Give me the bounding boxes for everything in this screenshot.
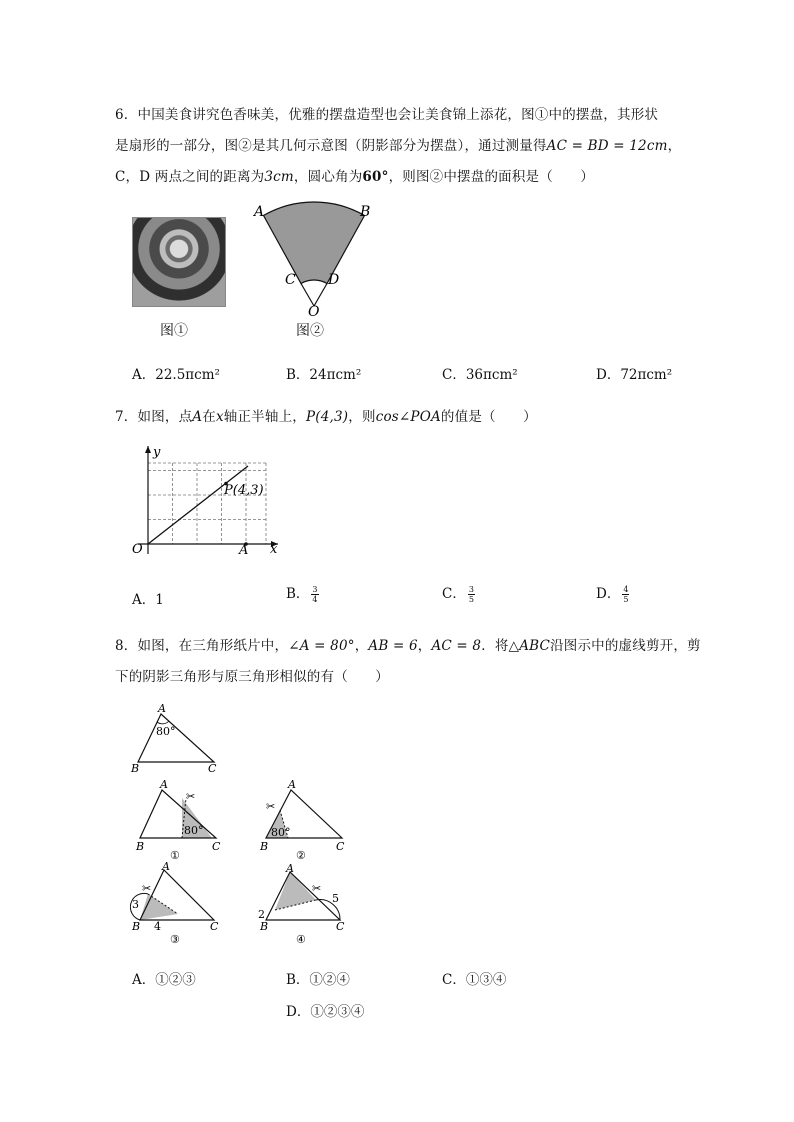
q7-point-p: P(4,3) <box>305 409 349 425</box>
q8-option-d[interactable]: D．①②③④ <box>286 1004 365 1020</box>
q7-option-d[interactable] <box>596 582 629 604</box>
label-o: O <box>132 542 143 557</box>
label-D: D <box>328 272 340 288</box>
fig4-label-b: B <box>260 920 269 933</box>
cut-figure-2 <box>256 778 356 860</box>
q6-line-3 <box>115 165 594 185</box>
q6-option-a[interactable]: A．22.5πcm² <box>132 367 220 383</box>
y-axis-arrow <box>145 446 151 453</box>
q6-line-2-end: ， <box>667 138 682 154</box>
q8-option-b[interactable]: B．①②④ <box>286 972 350 988</box>
q8-text-b: ， <box>354 638 369 654</box>
q7-text-e: 的值是（ ） <box>440 409 537 425</box>
label-y: y <box>153 445 161 460</box>
cut-figure-3 <box>130 862 230 948</box>
q7-text-a: 7．如图，点 <box>115 409 193 425</box>
q7-option-d-prefix: D． <box>596 586 621 602</box>
cut-figure-4 <box>256 862 356 948</box>
fig3-label-b: B <box>132 920 141 933</box>
label-O: O <box>308 304 320 318</box>
fig1-label-angle: 80° <box>184 824 204 837</box>
fig1-label-b: B <box>136 840 145 853</box>
q8-ac: AC = 8 <box>431 638 482 654</box>
q6-option-c[interactable]: C．36πcm² <box>442 367 518 383</box>
sector-diagram <box>248 198 378 318</box>
q8-text-c: ， <box>417 638 432 654</box>
label-angle: 80° <box>156 725 176 738</box>
q6-measure: AC = BD = 12cm <box>546 138 668 154</box>
grid-lines <box>148 463 266 544</box>
q6-line-2-text: 是扇形的一部分，图②是其几何示意图（阴影部分为摆盘），通过测量得 <box>115 138 547 154</box>
label-c: C <box>208 762 217 775</box>
label-B: B <box>360 204 371 220</box>
food-plate-photo <box>132 217 226 307</box>
scissors-icon-3: ✂ <box>142 882 152 895</box>
q7-option-b-prefix: B． <box>286 586 310 602</box>
sector-edge-left <box>301 284 314 307</box>
fig3-label-3: 3 <box>132 898 139 911</box>
q8-angle-a: ∠A = 80° <box>288 638 355 654</box>
fig1-caption: ① <box>170 849 180 860</box>
q8-text-a: 8．如图，在三角形纸片中， <box>115 638 289 654</box>
q6-line-1: 6．中国美食讲究色香味美，优雅的摆盘造型也会让美食锦上添花，图①中的摆盘，其形状 <box>115 107 659 123</box>
q6-line-2 <box>115 134 681 154</box>
fig2-label-b: B <box>260 840 269 853</box>
q8-line-1 <box>115 634 701 654</box>
q7-text-c: 轴正半轴上， <box>223 409 306 425</box>
q7-text-b: 在 <box>202 409 216 425</box>
q7-option-c-prefix: C． <box>442 586 466 602</box>
label-C: C <box>285 272 296 288</box>
q7-option-c-fraction: $\frac{3}{5}$ <box>468 585 474 604</box>
q7-option-b-fraction: $\frac{3}{4}$ <box>312 585 318 604</box>
q8-line-2: 下的阴影三角形与原三角形相似的有（ ） <box>115 669 389 685</box>
original-triangle <box>128 700 228 776</box>
scissors-icon-1: ✂ <box>186 790 196 803</box>
fig2-label-angle: 80° <box>271 826 291 839</box>
q7-point-a: A <box>192 409 203 425</box>
scissors-icon-4: ✂ <box>312 882 322 895</box>
fig1-label-c: C <box>212 840 221 853</box>
q8-option-c[interactable]: C．①③④ <box>442 972 507 988</box>
fig4-caption: ④ <box>296 933 306 946</box>
q7-cos: cos∠POA <box>375 409 441 425</box>
q6-fig1-caption: 图① <box>160 323 188 339</box>
fig4-label-5: 5 <box>332 892 339 905</box>
label-a: A <box>158 702 166 715</box>
fig3-label-a: A <box>162 862 170 873</box>
q7-option-b[interactable] <box>286 582 319 604</box>
fig4-label-a: A <box>286 862 294 875</box>
q6-line-3-end: ，则图②中摆盘的面积是（ ） <box>388 169 595 185</box>
fig3-label-4: 4 <box>154 920 161 933</box>
fig2-caption: ② <box>296 849 306 860</box>
q7-option-d-fraction: $\frac{4}{5}$ <box>623 585 629 604</box>
scissors-icon-2: ✂ <box>266 800 276 813</box>
q6-distance: 3cm <box>264 169 294 185</box>
q7-text-d: ，则 <box>348 409 376 425</box>
fig3-label-c: C <box>210 920 219 933</box>
cut-figure-1 <box>132 778 232 860</box>
q6-line-3-text: C，D 两点之间的距离为 <box>115 169 265 185</box>
sector-edge-right <box>314 284 327 307</box>
q6-option-b[interactable]: B．24πcm² <box>286 367 362 383</box>
fig2-label-a: A <box>288 778 296 791</box>
label-x: x <box>270 542 278 557</box>
q8-option-a[interactable]: A．①②③ <box>132 972 196 988</box>
label-b: B <box>131 762 140 775</box>
label-p: P(4,3) <box>224 483 264 498</box>
fig4-label-c: C <box>336 920 345 933</box>
q7-axis-x: x <box>215 409 224 425</box>
coordinate-grid-diagram <box>128 440 288 560</box>
q7-option-a[interactable]: A．1 <box>132 592 164 608</box>
q8-ab: AB = 6 <box>368 638 418 654</box>
label-A: A <box>254 204 265 220</box>
ray-op <box>148 466 248 544</box>
q8-triangle: △ABC <box>508 638 551 654</box>
fig2-label-c: C <box>336 840 345 853</box>
q6-fig2-caption: 图② <box>296 323 324 339</box>
fig1-label-a: A <box>160 778 168 791</box>
fig3-caption: ③ <box>170 933 180 946</box>
label-a: A <box>239 543 249 558</box>
q8-text-d: ．将 <box>481 638 509 654</box>
q6-angle: 60° <box>362 169 389 185</box>
q7-text <box>115 405 537 425</box>
fig4-label-2: 2 <box>258 908 265 921</box>
q6-line-3-mid: ，圆心角为 <box>293 169 363 185</box>
q8-text-e: 沿图示中的虚线剪开，剪 <box>550 638 701 654</box>
q6-option-d[interactable]: D．72πcm² <box>596 367 673 383</box>
q7-option-c[interactable] <box>442 582 475 604</box>
sector-shaded-region <box>264 202 365 284</box>
